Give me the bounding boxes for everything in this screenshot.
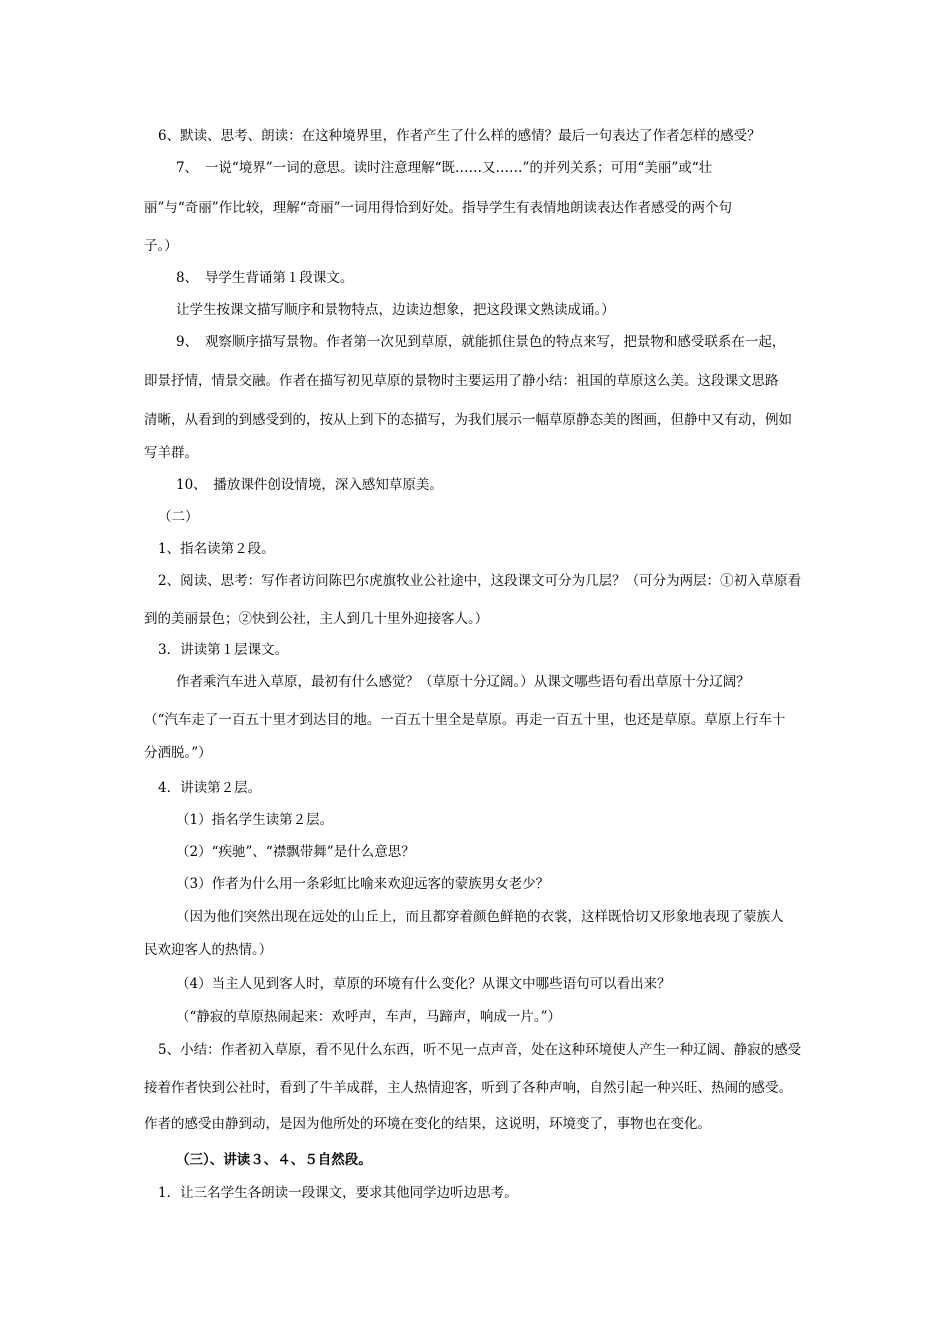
text-line: 1、指名读第２段。 (158, 541, 275, 557)
text-line: 6、默读、思考、朗读：在这种境界里，作者产生了什么样的感情？最后一句表达了作者怎样的感受？ (158, 128, 761, 144)
text-line: 丽”与“奇丽”作比较，理解“奇丽”一词用得恰到好处。指导学生有表情地朗读表达作者感受的两个句 (144, 200, 733, 216)
text-line: 即景抒情，情景交融。作者在描写初见草原的景物时主要运用了静小结：祖国的草原这么美。这段课文思路 (144, 373, 779, 389)
text-line: 清晰，从看到的到感受到的，按从上到下的态描写，为我们展示一幅草原静态美的图画，但静中又有动，例如 (144, 412, 792, 428)
text-line: 1．让三名学生各朗读一段课文，要求其他同学边听边思考。 (158, 1185, 518, 1201)
text-line: 5、小结：作者初入草原，看不见什么东西，听不见一点声音，处在这种环境使人产生一种辽阔、静寂的感受 (158, 1042, 802, 1058)
text-line: 8、 导学生背诵第１段课文。 (176, 270, 354, 286)
text-line: （1）指名学生读第２层。 (176, 812, 334, 828)
text-line: 让学生按课文描写顺序和景物特点，边读边想象，把这段课文熟读成诵。） (176, 302, 615, 318)
text-line: 民欢迎客人的热情。） (144, 942, 273, 958)
text-line: 3．讲读第１层课文。 (158, 642, 289, 658)
section-heading: （三）、讲读３、４、５自然段。 (176, 1152, 372, 1168)
text-line: 作者乘汽车进入草原，最初有什么感觉？（草原十分辽阔。）从课文哪些语句看出草原十分辽阔？ (176, 674, 750, 690)
text-line: 7、 一说“境界”一词的意思。读时注意理解“既……又……”的并列关系；可用“美丽”或“壮 (176, 160, 713, 176)
text-line: 9、 观察顺序描写景物。作者第一次见到草原，就能抓住景色的特点来写，把景物和感受联系在一起， (176, 334, 786, 350)
text-line: （2）“疾驰”、“襟飘带舞”是什么意思？ (176, 844, 415, 860)
text-line: （4）当主人见到客人时，草原的环境有什么变化？从课文中哪些语句可以看出来？ (176, 976, 671, 992)
text-line: 到的美丽景色；②快到公社，主人到几十里外迎接客人。） (144, 611, 489, 627)
text-line: （“汽车走了一百五十里才到达目的地。一百五十里全是草原。再走一百五十里，也还是草原。草原上行车十 (144, 712, 786, 728)
text-line: （3）作者为什么用一条彩虹比喻来欢迎远客的蒙族男女老少？ (176, 876, 550, 892)
text-line: 作者的感受由静到动，是因为他所处的环境在变化的结果，这说明，环境变了，事物也在变化。 (144, 1116, 711, 1132)
text-line: （“静寂的草原热闹起来：欢呼声，车声，马蹄声，响成一片。”） (176, 1009, 562, 1025)
text-line: （因为他们突然出现在远处的山丘上，而且都穿着颜色鲜艳的衣裳，这样既恰切又形象地表现了蒙族人 (176, 909, 784, 925)
text-line: 写羊群。 (144, 445, 198, 461)
text-line: 10、 播放课件创设情境，深入感知草原美。 (176, 477, 443, 493)
text-line: 4．讲读第２层。 (158, 780, 262, 796)
text-line: 2、阅读、思考：写作者访问陈巴尔虎旗牧业公社途中，这段课文可分为几层？（可分为两层：①初入草原看 (158, 573, 802, 589)
text-line: 子。） (144, 238, 178, 254)
text-line: 接着作者快到公社时，看到了牛羊成群，主人热情迎客，听到了各种声响，自然引起一种兴旺、热闹的感受。 (144, 1080, 792, 1096)
text-line: （二） (158, 509, 199, 525)
text-line: 分洒脱。”） (144, 745, 212, 761)
